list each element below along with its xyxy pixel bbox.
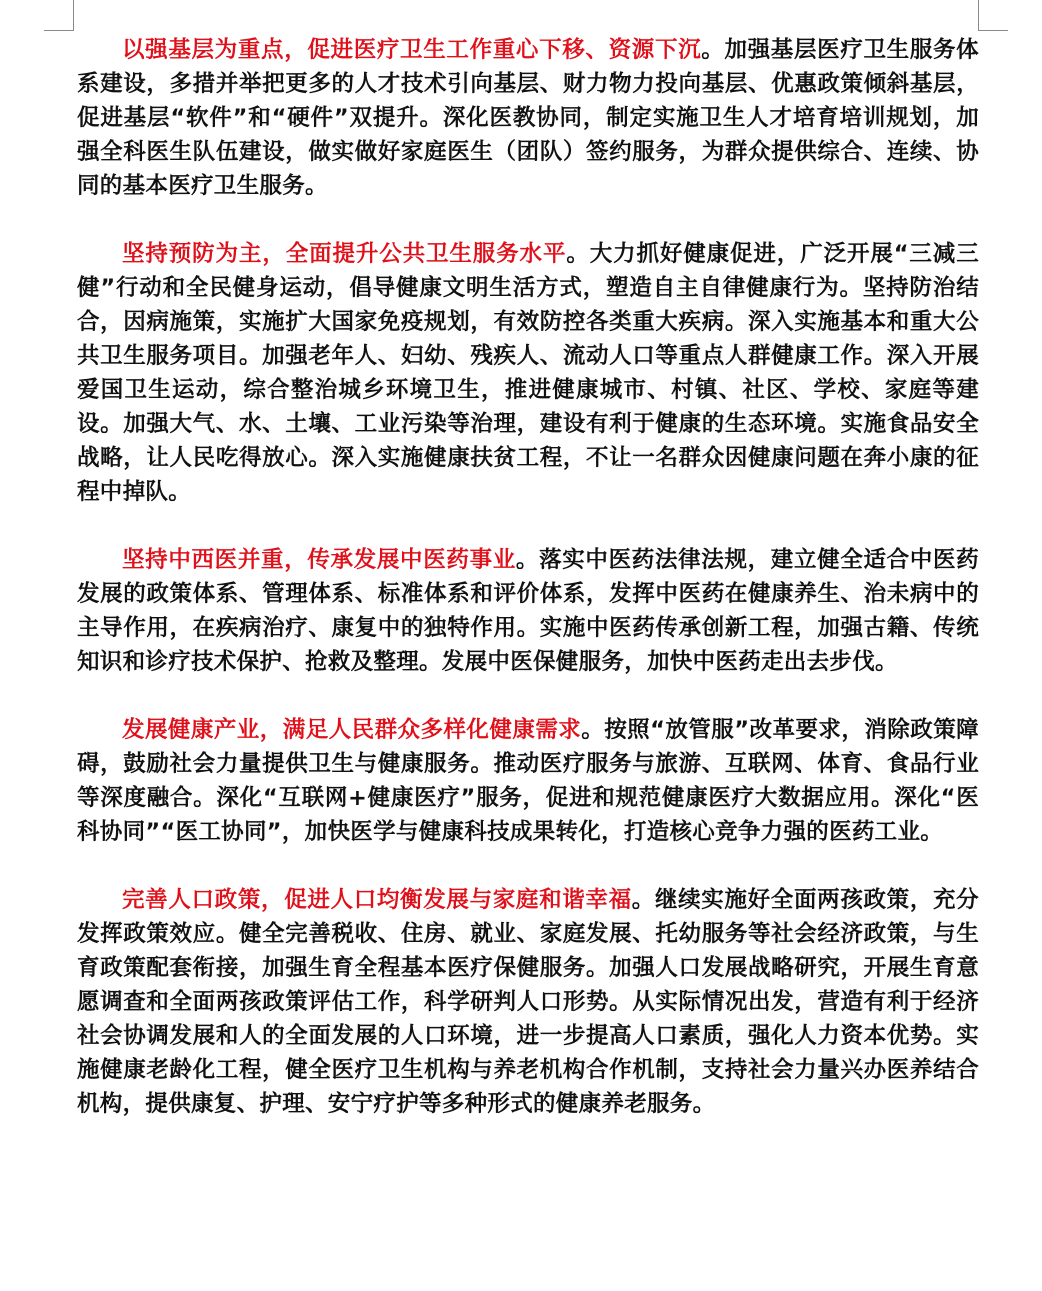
paragraph-lead-heading: 以强基层为重点，促进医疗卫生工作重心下移、资源下沉 bbox=[122, 37, 702, 63]
paragraph-lead-heading: 发展健康产业，满足人民群众多样化健康需求 bbox=[122, 717, 582, 743]
crop-mark-top-left-horizontal bbox=[44, 30, 74, 31]
crop-mark-top-right-horizontal bbox=[978, 30, 1008, 31]
paragraph-body-text: 。继续实施好全面两孩政策，充分发挥政策效应。健全完善税收、住房、就业、家庭发展、托幼服务等社会经济政策，与生育政策配套衔接，加强生育全程基本医疗保健服务。加强人口发展战略研究，开展生育意愿调查和全面两孩政策评估工作，科学研判人口形势。从实际情况出发，营造有利于经济社会协调发展和人的全面发展的人口环境，进一步提高人口素质，强化人力资本优势。实施健康老龄化工程，健全医疗卫生机构与养老机构合作机制，支持社会力量兴办医养结合机构，提供康复、护理、安宁疗护等多种形式的健康养老服务。 bbox=[77, 887, 979, 1117]
paragraph-lead-heading: 完善人口政策，促进人口均衡发展与家庭和谐幸福 bbox=[122, 887, 632, 913]
paragraph-lead-heading: 坚持预防为主，全面提升公共卫生服务水平 bbox=[122, 241, 567, 267]
document-body bbox=[77, 33, 979, 1155]
paragraph-body-text: 。按照“放管服”改革要求，消除政策障碍，鼓励社会力量提供卫生与健康服务。推动医疗服务与旅游、互联网、体育、食品行业等深度融合。深化“互联网+健康医疗”服务，促进和规范健康医疗大数据应用。深化“医科协同”“医工协同”，加快医学与健康科技成果转化，打造核心竞争力强的医药工业。 bbox=[77, 717, 979, 845]
paragraph-health-industry bbox=[77, 713, 979, 849]
crop-mark-top-right-vertical bbox=[978, 0, 979, 30]
paragraph-population-policy bbox=[77, 883, 979, 1121]
paragraph-body-text: 。加强基层医疗卫生服务体系建设，多措并举把更多的人才技术引向基层、财力物力投向基层、优惠政策倾斜基层，促进基层“软件”和“硬件”双提升。深化医教协同，制定实施卫生人才培育培训规划，加强全科医生队伍建设，做实做好家庭医生（团队）签约服务，为群众提供综合、连续、协同的基本医疗卫生服务。 bbox=[77, 37, 979, 199]
paragraph-prevention bbox=[77, 237, 979, 509]
paragraph-lead-heading: 坚持中西医并重，传承发展中医药事业 bbox=[122, 547, 516, 573]
paragraph-grassroots bbox=[77, 33, 979, 203]
crop-mark-top-left-vertical bbox=[73, 0, 74, 30]
paragraph-tcm bbox=[77, 543, 979, 679]
paragraph-body-text: 。落实中医药法律法规，建立健全适合中医药发展的政策体系、管理体系、标准体系和评价体系，发挥中医药在健康养生、治未病中的主导作用，在疾病治疗、康复中的独特作用。实施中医药传承创新工程，加强古籍、传统知识和诊疗技术保护、抢救及整理。发展中医保健服务，加快中医药走出去步伐。 bbox=[77, 547, 979, 675]
paragraph-body-text: 。大力抓好健康促进，广泛开展“三减三健”行动和全民健身运动，倡导健康文明生活方式，塑造自主自律健康行为。坚持防治结合，因病施策，实施扩大国家免疫规划，有效防控各类重大疾病。深入实施基本和重大公共卫生服务项目。加强老年人、妇幼、残疾人、流动人口等重点人群健康工作。深入开展爱国卫生运动，综合整治城乡环境卫生，推进健康城市、村镇、社区、学校、家庭等建设。加强大气、水、土壤、工业污染等治理，建设有利于健康的生态环境。实施食品安全战略，让人民吃得放心。深入实施健康扶贫工程，不让一名群众因健康问题在奔小康的征程中掉队。 bbox=[77, 241, 979, 505]
